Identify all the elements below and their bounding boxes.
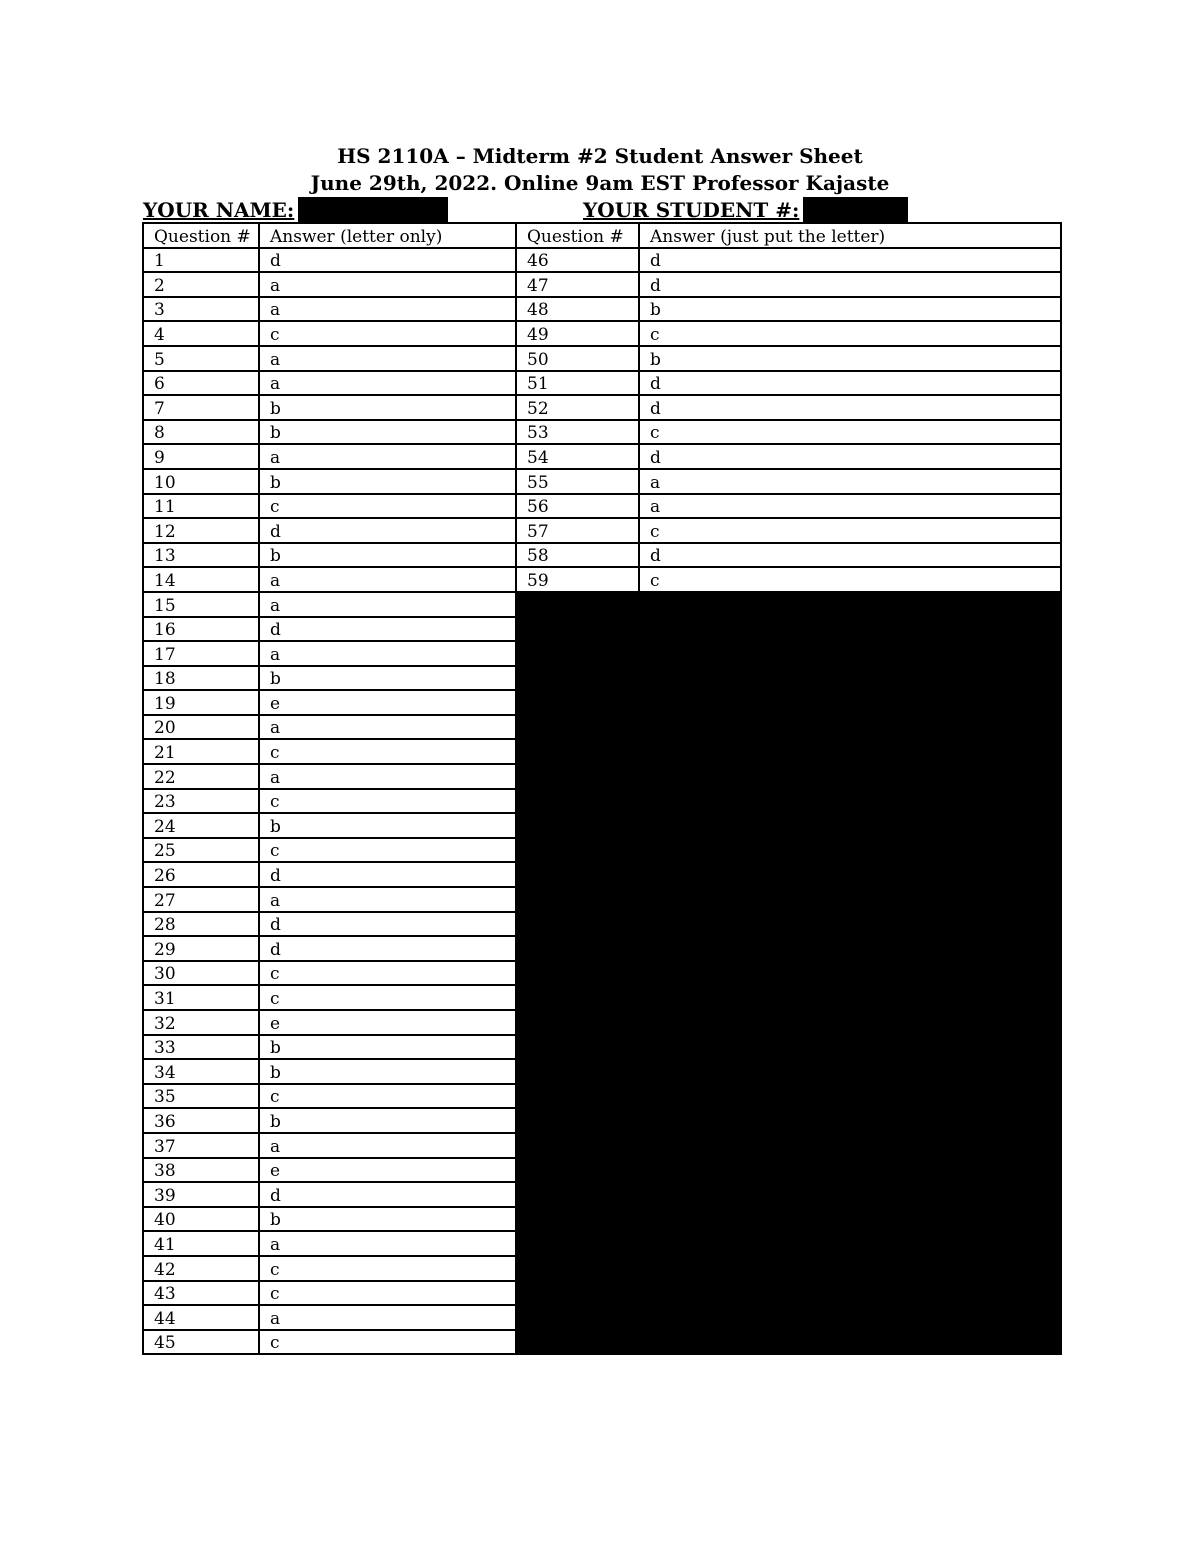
question-number: 41 <box>143 1231 259 1256</box>
question-number: 18 <box>143 666 259 691</box>
answer-cell: b <box>259 543 516 568</box>
title-line-2: June 29th, 2022. Online 9am EST Professor Kajaste <box>310 171 890 195</box>
answer-cell: a <box>259 641 516 666</box>
table-row <box>143 297 1061 322</box>
table-row <box>143 321 1061 346</box>
header-row <box>143 223 1061 248</box>
question-number: 12 <box>143 518 259 543</box>
redacted-block <box>516 592 1061 1354</box>
answer-cell: c <box>259 985 516 1010</box>
question-number: 30 <box>143 961 259 986</box>
question-number: 4 <box>143 321 259 346</box>
student-number-label: YOUR STUDENT #: <box>583 198 800 222</box>
answer-cell: c <box>259 1330 516 1355</box>
answer-cell: b <box>259 469 516 494</box>
question-number: 8 <box>143 420 259 445</box>
table-row <box>143 592 1061 617</box>
answer-cell: e <box>259 1158 516 1183</box>
answer-cell: d <box>259 518 516 543</box>
question-number: 59 <box>516 567 639 592</box>
name-redaction <box>298 197 448 223</box>
answer-cell: b <box>259 813 516 838</box>
answer-cell: d <box>639 543 1061 568</box>
question-number: 39 <box>143 1182 259 1207</box>
answer-cell: d <box>259 862 516 887</box>
answer-cell: d <box>259 936 516 961</box>
answer-cell: c <box>259 961 516 986</box>
question-number: 50 <box>516 346 639 371</box>
answer-cell: a <box>259 1305 516 1330</box>
answer-cell: a <box>259 764 516 789</box>
question-number: 40 <box>143 1207 259 1232</box>
question-number: 15 <box>143 592 259 617</box>
answer-cell: a <box>259 444 516 469</box>
question-number: 48 <box>516 297 639 322</box>
answer-cell: c <box>639 518 1061 543</box>
question-number: 13 <box>143 543 259 568</box>
question-number: 31 <box>143 985 259 1010</box>
answer-cell: b <box>259 1035 516 1060</box>
student-number-field <box>583 197 908 223</box>
table-row <box>143 272 1061 297</box>
question-number: 33 <box>143 1035 259 1060</box>
answer-cell: d <box>259 912 516 937</box>
header-question-right: Question # <box>516 223 639 248</box>
table-row <box>143 444 1061 469</box>
answer-cell: b <box>259 1059 516 1084</box>
header-answer-right: Answer (just put the letter) <box>639 223 1061 248</box>
answer-rows <box>143 248 1061 1355</box>
answer-cell: c <box>259 838 516 863</box>
answer-cell: c <box>259 1256 516 1281</box>
question-number: 47 <box>516 272 639 297</box>
name-label: YOUR NAME: <box>143 198 295 222</box>
answer-cell: a <box>259 1231 516 1256</box>
question-number: 7 <box>143 395 259 420</box>
question-number: 32 <box>143 1010 259 1035</box>
answer-cell: c <box>259 789 516 814</box>
question-number: 6 <box>143 371 259 396</box>
question-number: 17 <box>143 641 259 666</box>
answer-cell: d <box>639 248 1061 273</box>
table-row <box>143 494 1061 519</box>
question-number: 16 <box>143 617 259 642</box>
question-number: 27 <box>143 887 259 912</box>
question-number: 38 <box>143 1158 259 1183</box>
question-number: 24 <box>143 813 259 838</box>
table-row <box>143 248 1061 273</box>
table-row <box>143 469 1061 494</box>
question-number: 22 <box>143 764 259 789</box>
answer-cell: b <box>259 420 516 445</box>
question-number: 58 <box>516 543 639 568</box>
answer-cell: a <box>259 1133 516 1158</box>
question-number: 51 <box>516 371 639 396</box>
answer-cell: c <box>639 420 1061 445</box>
table-row <box>143 567 1061 592</box>
question-number: 37 <box>143 1133 259 1158</box>
answer-cell: b <box>639 346 1061 371</box>
question-number: 9 <box>143 444 259 469</box>
answer-cell: c <box>639 567 1061 592</box>
answer-cell: c <box>639 321 1061 346</box>
question-number: 21 <box>143 739 259 764</box>
question-number: 43 <box>143 1281 259 1306</box>
answer-cell: b <box>259 666 516 691</box>
question-number: 57 <box>516 518 639 543</box>
title-line-1: HS 2110A – Midterm #2 Student Answer Sheet <box>337 144 863 168</box>
answer-cell: a <box>259 567 516 592</box>
question-number: 46 <box>516 248 639 273</box>
question-number: 44 <box>143 1305 259 1330</box>
answer-cell: d <box>259 248 516 273</box>
table-row <box>143 420 1061 445</box>
question-number: 19 <box>143 690 259 715</box>
question-number: 54 <box>516 444 639 469</box>
answer-cell: e <box>259 690 516 715</box>
table-row <box>143 346 1061 371</box>
question-number: 11 <box>143 494 259 519</box>
table-row <box>143 395 1061 420</box>
answer-cell: c <box>259 494 516 519</box>
answer-cell: a <box>639 469 1061 494</box>
answer-cell: c <box>259 321 516 346</box>
answer-cell: c <box>259 739 516 764</box>
answer-cell: a <box>639 494 1061 519</box>
question-number: 34 <box>143 1059 259 1084</box>
question-number: 1 <box>143 248 259 273</box>
question-number: 20 <box>143 715 259 740</box>
answer-cell: b <box>259 1108 516 1133</box>
question-number: 14 <box>143 567 259 592</box>
answer-cell: a <box>259 887 516 912</box>
question-number: 5 <box>143 346 259 371</box>
answer-table <box>142 222 1062 1355</box>
answer-cell: d <box>259 1182 516 1207</box>
header-answer-left: Answer (letter only) <box>259 223 516 248</box>
answer-cell: a <box>259 715 516 740</box>
question-number: 36 <box>143 1108 259 1133</box>
answer-cell: a <box>259 297 516 322</box>
answer-cell: d <box>639 272 1061 297</box>
question-number: 53 <box>516 420 639 445</box>
name-field <box>143 197 448 223</box>
question-number: 42 <box>143 1256 259 1281</box>
answer-cell: a <box>259 272 516 297</box>
answer-cell: d <box>259 617 516 642</box>
question-number: 49 <box>516 321 639 346</box>
header-question-left: Question # <box>143 223 259 248</box>
answer-cell: a <box>259 346 516 371</box>
question-number: 10 <box>143 469 259 494</box>
answer-cell: a <box>259 592 516 617</box>
question-number: 45 <box>143 1330 259 1355</box>
question-number: 25 <box>143 838 259 863</box>
answer-cell: b <box>639 297 1061 322</box>
question-number: 29 <box>143 936 259 961</box>
answer-cell: d <box>639 395 1061 420</box>
question-number: 23 <box>143 789 259 814</box>
question-number: 56 <box>516 494 639 519</box>
question-number: 55 <box>516 469 639 494</box>
answer-cell: b <box>259 1207 516 1232</box>
answer-cell: c <box>259 1084 516 1109</box>
table-row <box>143 543 1061 568</box>
answer-cell: d <box>639 371 1061 396</box>
question-number: 35 <box>143 1084 259 1109</box>
table-row <box>143 518 1061 543</box>
question-number: 52 <box>516 395 639 420</box>
table-row <box>143 371 1061 396</box>
answer-cell: b <box>259 395 516 420</box>
question-number: 28 <box>143 912 259 937</box>
question-number: 3 <box>143 297 259 322</box>
answer-cell: c <box>259 1281 516 1306</box>
question-number: 26 <box>143 862 259 887</box>
student-number-redaction <box>803 197 908 223</box>
answer-cell: e <box>259 1010 516 1035</box>
question-number: 2 <box>143 272 259 297</box>
answer-cell: d <box>639 444 1061 469</box>
answer-cell: a <box>259 371 516 396</box>
